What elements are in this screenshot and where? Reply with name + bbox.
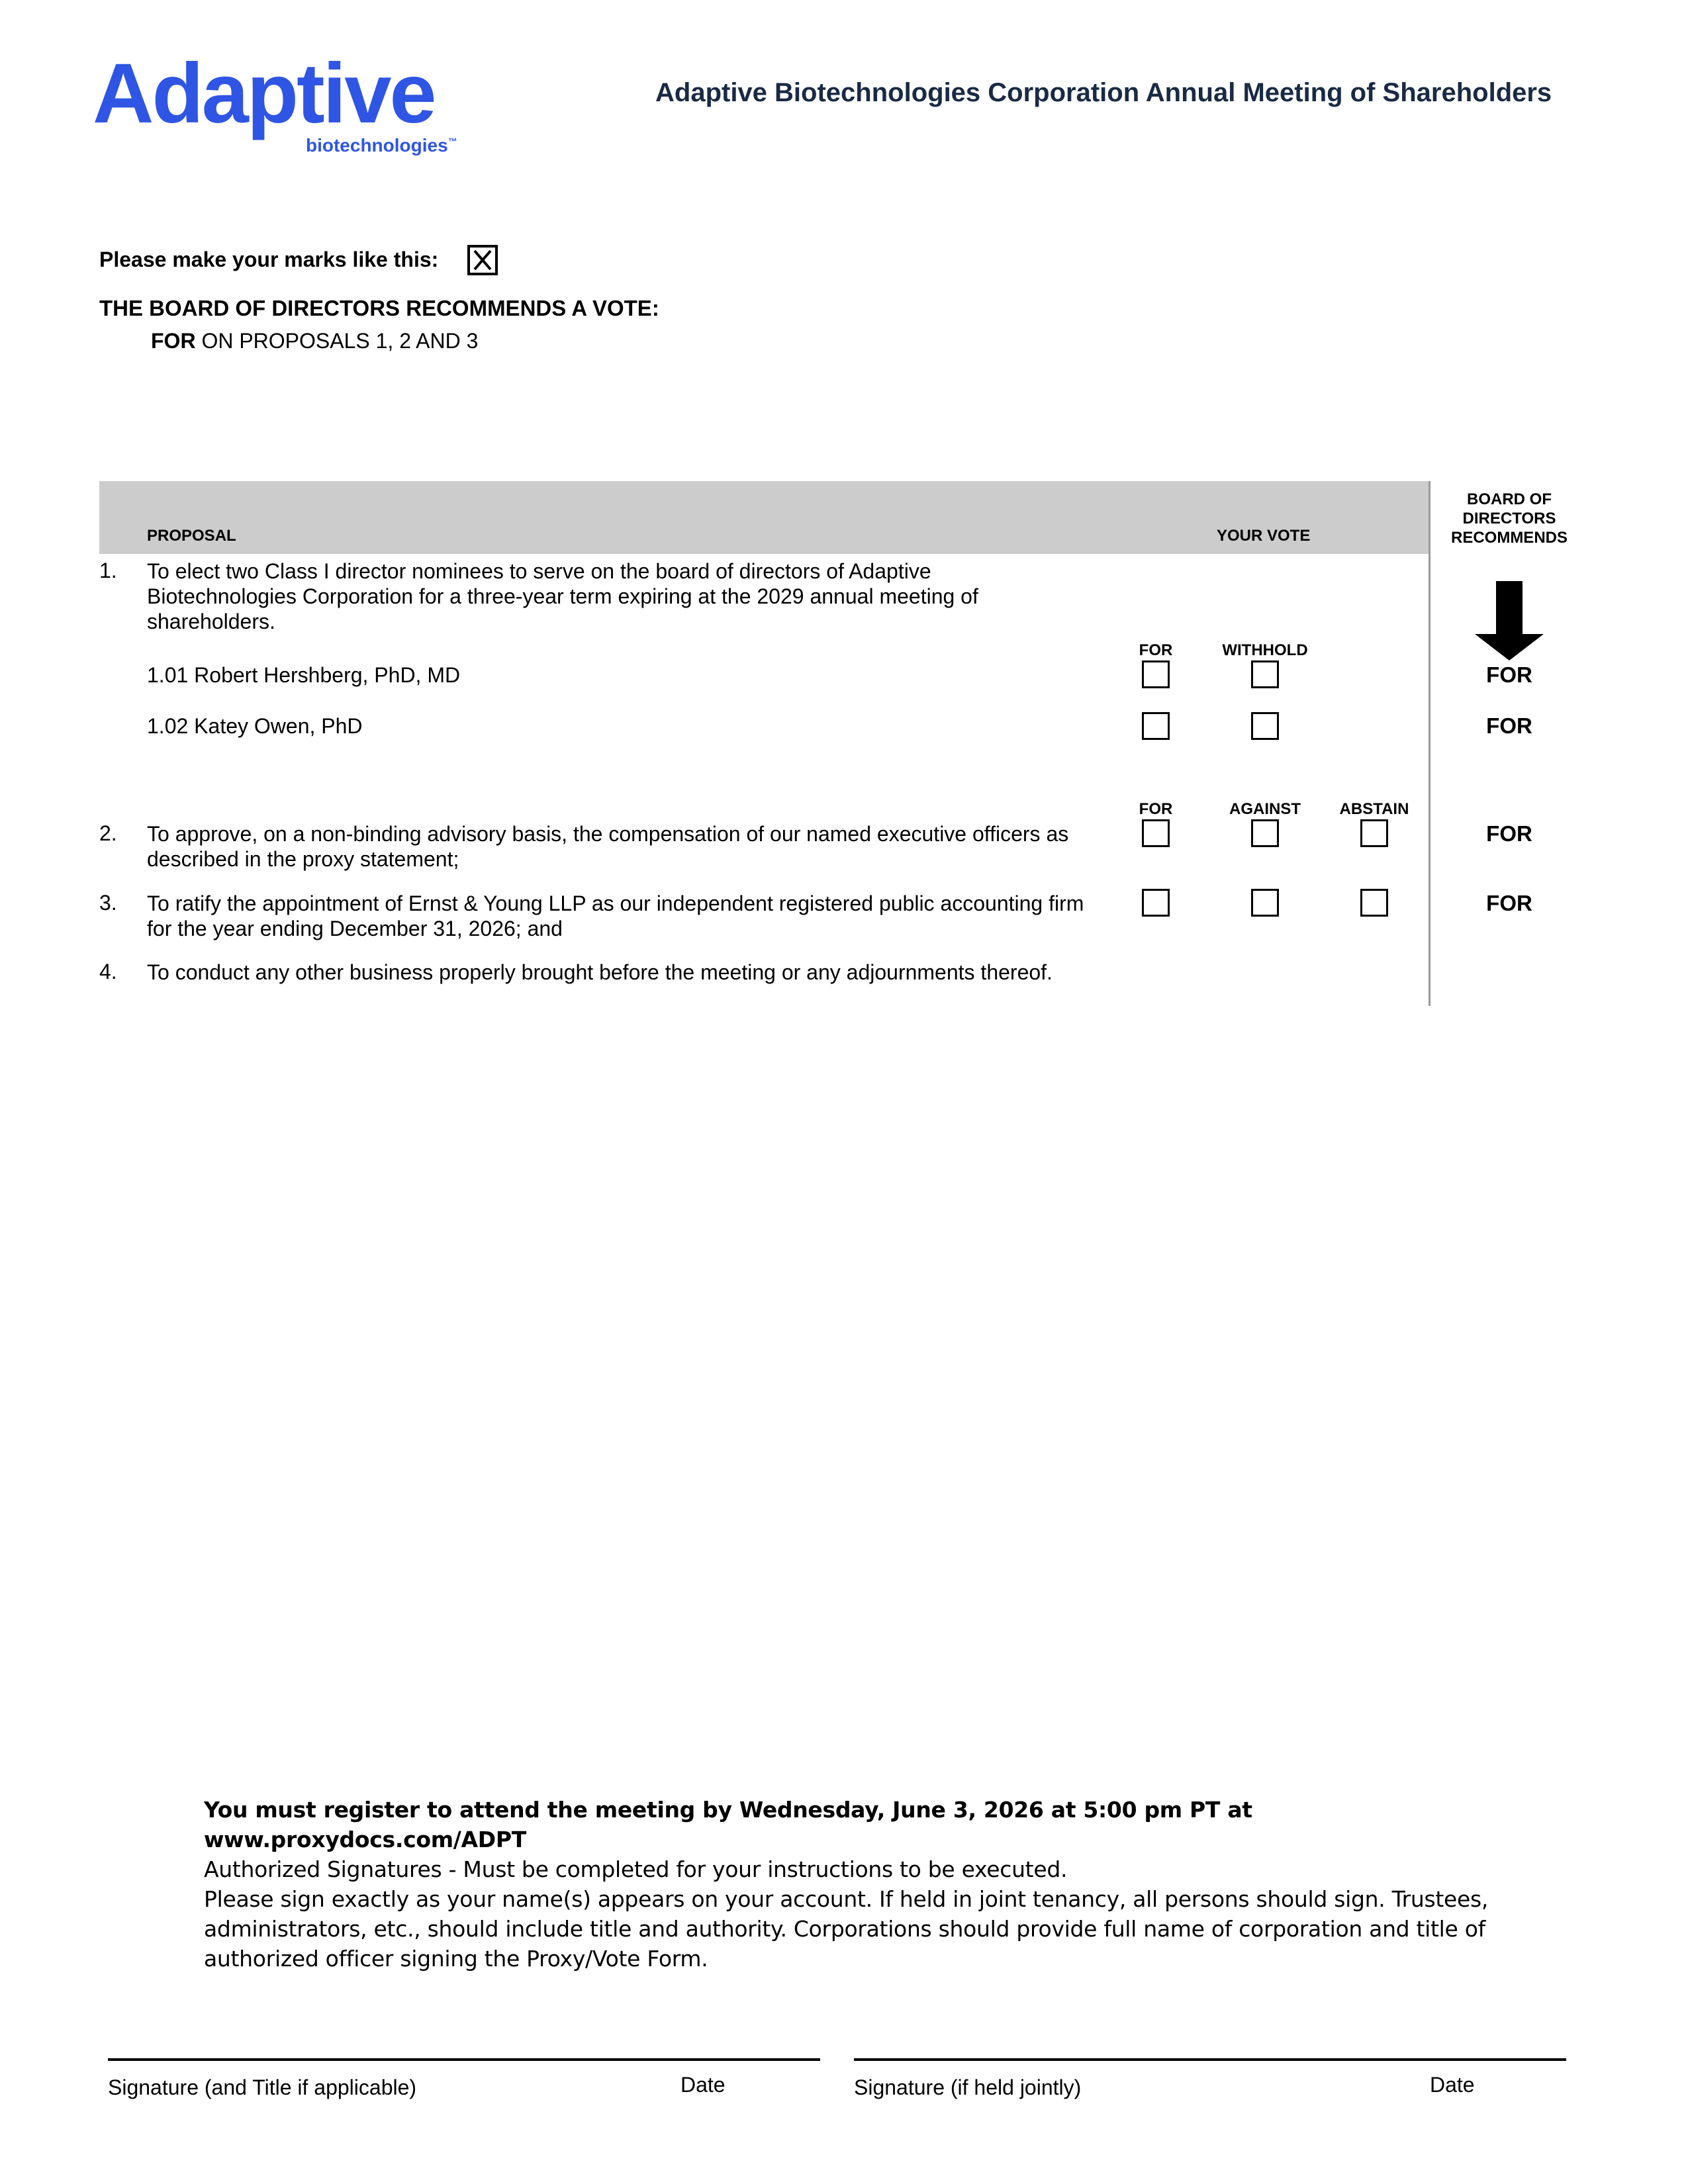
column-label-withhold: WITHHOLD — [1222, 641, 1308, 659]
proposal-1-number: 1. — [99, 559, 117, 582]
nominee-1-for-checkbox[interactable] — [1142, 660, 1170, 688]
signature-2-label: Signature (if held jointly) — [854, 2075, 1082, 2099]
board-recommendation-heading: THE BOARD OF DIRECTORS RECOMMENDS A VOTE: — [99, 296, 659, 320]
proposal-4-number: 4. — [99, 960, 117, 983]
signing-instructions: Please sign exactly as your name(s) appears on your account. If held in joint tenancy, all persons should sign. Trustees, administrators, etc., should include title and authority. Corporations should provide full name of corporation and title of authorized officer signing the Proxy/Vote Form. — [204, 1886, 1489, 1972]
date-2-label: Date — [1430, 2073, 1475, 2097]
signature-line-1[interactable] — [108, 2058, 820, 2061]
proposal-2-against-checkbox[interactable] — [1251, 819, 1279, 847]
proposal-3-recommendation: FOR — [1486, 891, 1532, 915]
proposal-3-for-checkbox[interactable] — [1142, 889, 1170, 917]
column-label-for: FOR — [1139, 800, 1173, 818]
registration-notice: You must register to attend the meeting by Wednesday, June 3, 2026 at 5:00 pm PT at www.proxydocs.com/ADPT — [204, 1797, 1252, 1852]
marks-instruction-label: Please make your marks like this: — [99, 248, 439, 271]
proposal-3-text: To ratify the appointment of Ernst & Young LLP as our independent registered public accounting firm for the year ending December 31, 2026; and — [147, 891, 1084, 940]
nominee-2-withhold-checkbox[interactable] — [1251, 712, 1279, 740]
proposal-3-against-checkbox[interactable] — [1251, 889, 1279, 917]
signature-notice — [204, 1795, 1528, 1974]
nominee-1-label: 1.01 Robert Hershberg, PhD, MD — [147, 663, 461, 687]
header-your-vote: YOUR VOTE — [1217, 527, 1311, 545]
nominee-1-withhold-checkbox[interactable] — [1251, 660, 1279, 688]
column-label-against: AGAINST — [1229, 800, 1301, 818]
proposal-3-number: 3. — [99, 891, 117, 915]
header-board-recommends: BOARD OF DIRECTORS RECOMMENDS — [1450, 490, 1568, 547]
proposal-2-for-checkbox[interactable] — [1142, 819, 1170, 847]
mark-example-checkbox-icon — [467, 245, 498, 275]
signature-line-2[interactable] — [854, 2058, 1566, 2061]
proposal-4-text: To conduct any other business properly brought before the meeting or any adjournments thereof. — [147, 960, 1053, 984]
company-logo-subtitle: biotechnologies™ — [306, 135, 457, 156]
column-label-abstain: ABSTAIN — [1339, 800, 1409, 818]
nominee-2-recommendation: FOR — [1486, 713, 1532, 738]
date-1-label: Date — [680, 2073, 726, 2097]
company-logo: Adaptive — [93, 46, 435, 141]
nominee-2-for-checkbox[interactable] — [1142, 712, 1170, 740]
nominee-2-label: 1.02 Katey Owen, PhD — [147, 714, 363, 738]
nominee-1-recommendation: FOR — [1486, 662, 1532, 687]
proposal-1-text: To elect two Class I director nominees to serve on the board of directors of Adaptive Biotechnologies Corporation for a three-year term expiring at the 2029 annual meeting of shareholders. — [147, 559, 978, 633]
authorized-signatures-notice: Authorized Signatures - Must be completed for your instructions to be executed. — [204, 1856, 1068, 1882]
header-proposal: PROPOSAL — [147, 527, 236, 545]
proposal-2-abstain-checkbox[interactable] — [1360, 819, 1388, 847]
down-arrow-icon — [1474, 581, 1545, 665]
signature-1-label: Signature (and Title if applicable) — [108, 2075, 417, 2099]
page-title: Adaptive Biotechnologies Corporation Annual Meeting of Shareholders — [655, 78, 1552, 107]
proposal-3-abstain-checkbox[interactable] — [1360, 889, 1388, 917]
column-label-for: FOR — [1139, 641, 1173, 659]
proposal-2-recommendation: FOR — [1486, 821, 1532, 846]
column-divider — [1429, 481, 1430, 1006]
proposal-2-text: To approve, on a non-binding advisory basis, the compensation of our named executive officers as described in the proxy statement; — [147, 822, 1069, 871]
recommendation-summary: FOR ON PROPOSALS 1, 2 AND 3 — [151, 329, 479, 353]
proposal-2-number: 2. — [99, 821, 117, 845]
